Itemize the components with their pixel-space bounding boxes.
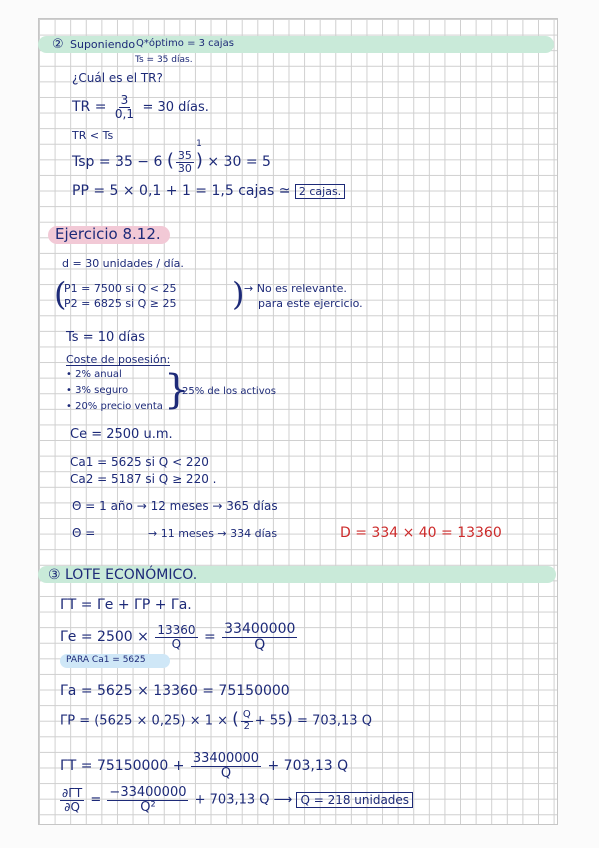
acquisition-total: Γa = 5625 × 13360 = 75150000	[60, 683, 290, 699]
order-cost-frac	[155, 624, 197, 650]
order-cost-result-num: 33400000	[224, 621, 296, 637]
tr-den: 0,1	[114, 106, 135, 121]
total-cost-lhs: ΓT = 75150000 +	[60, 758, 185, 775]
tr-rhs: = 30 días.	[142, 100, 209, 116]
derivative-frac-den: Q²	[140, 799, 156, 815]
price-note-2: para este ejercicio.	[258, 297, 363, 310]
derivative-operator	[60, 787, 84, 813]
holding-inner-num: Q	[242, 709, 251, 720]
tr-fraction	[113, 94, 136, 120]
ts-value: Ts = 10 días	[66, 330, 145, 345]
tr-num: 3	[120, 93, 129, 107]
paren-open: (	[54, 275, 67, 313]
derivative-frac-num: −33400000	[109, 785, 187, 800]
order-cost: Ce = 2500 u.m.	[70, 427, 173, 442]
order-cost-result-den: Q	[254, 636, 266, 653]
price-2: P2 = 6825 si Q ≥ 25	[64, 297, 177, 310]
holding-inner-den: 2	[243, 720, 250, 732]
derivative-den: ∂Q	[64, 799, 80, 814]
result-arrow: ⟶	[273, 792, 293, 808]
tsp-lhs: Tsp = 35 − 6	[72, 154, 163, 171]
curly-brace: }	[164, 367, 190, 413]
holding-cost-total: 25% de los activos	[182, 386, 276, 397]
tsp-equation: Tsp = 35 − 6 ( 35 30 1 ) × 30 = 5	[72, 139, 271, 175]
holding-cost-title: Coste de posesión:	[66, 353, 171, 366]
order-cost-eq-sign: =	[203, 629, 216, 646]
section-number: ②	[52, 37, 64, 52]
holding-total-rhs: = 703,13 Q	[297, 713, 372, 729]
derivative-tail: + 703,13 Q	[194, 792, 270, 808]
pp-answer-box: 2 cajas.	[295, 184, 345, 199]
period-1: Θ = 1 año → 12 meses → 365 días	[72, 499, 278, 513]
lote-title: ③ LOTE ECONÓMICO.	[48, 567, 198, 583]
derivative-eq	[58, 786, 413, 814]
optimal-q-box: Q = 218 unidades	[296, 792, 413, 808]
derivative-frac	[107, 786, 188, 814]
tsp-num: 35	[177, 149, 192, 162]
holding-inner-tail: + 55	[254, 713, 287, 729]
period-2-lhs: Θ =	[72, 526, 96, 540]
derivative-eq-sign: =	[90, 792, 102, 808]
tr-equation	[72, 94, 209, 120]
derivative-num: ∂ΓT	[62, 786, 83, 801]
q-optimo: Q*óptimo = 3 cajas	[136, 38, 234, 49]
para-label: PARA Ca1 = 5625	[66, 655, 146, 665]
grid-paper	[38, 18, 558, 825]
tsp-fraction	[176, 139, 202, 175]
tsp-den: 30	[177, 161, 192, 175]
paren-close: )	[232, 275, 245, 313]
order-cost-eq	[60, 622, 299, 652]
pp-equation	[72, 184, 345, 198]
holding-cost-item-1: • 2% anual	[66, 369, 122, 380]
tsp-cancel-mark: 1	[196, 139, 202, 149]
section-title: Suponiendo	[70, 38, 136, 51]
period-2-rhs: → 11 meses → 334 días	[148, 527, 278, 540]
exercise-title: Ejercicio 8.12.	[55, 225, 161, 243]
order-cost-lhs: Γe = 2500 ×	[60, 629, 149, 646]
holding-total-eq: ΓP = (5625 × 0,25) × 1 × ( $\frac{Q}{2}$ + 55) = 703,13 Q	[60, 709, 372, 732]
holding-cost-item-3: • 20% precio venta	[66, 401, 163, 412]
tsp-rhs: × 30 = 5	[207, 154, 271, 171]
acquisition-cost-1: Ca1 = 5625 si Q < 220	[70, 455, 209, 469]
total-cost-def: ΓT = Γe + ΓP + Γa.	[60, 597, 192, 613]
total-cost-rhs: + 703,13 Q	[267, 758, 349, 775]
total-cost-den: Q	[220, 765, 232, 781]
ts-note: Ts = 35 días.	[135, 55, 193, 65]
total-cost-num: 33400000	[192, 751, 260, 766]
annual-demand: D = 334 × 40 = 13360	[340, 525, 502, 541]
total-cost-frac	[191, 752, 261, 780]
acquisition-cost-2: Ca2 = 5187 si Q ≥ 220 .	[70, 472, 217, 486]
holding-inner-frac	[241, 710, 253, 732]
question: ¿Cuál es el TR?	[72, 71, 163, 85]
total-cost-eq	[60, 752, 348, 780]
tr-inequality: TR < Ts	[72, 129, 114, 142]
tr-lhs: TR =	[72, 99, 107, 116]
demand-rate: d = 30 unidades / día.	[62, 257, 184, 270]
order-cost-den: Q	[171, 636, 182, 651]
holding-total-lhs: ΓP = (5625 × 0,25) × 1 ×	[60, 713, 229, 729]
holding-cost-item-2: • 3% seguro	[66, 385, 129, 396]
pp-lhs: PP = 5 × 0,1 + 1 = 1,5 cajas ≃	[72, 183, 291, 199]
price-1: P1 = 7500 si Q < 25	[64, 282, 177, 295]
price-note-1: → No es relevante.	[244, 282, 347, 295]
order-cost-result-frac	[222, 622, 297, 652]
order-cost-num: 13360	[157, 623, 196, 638]
